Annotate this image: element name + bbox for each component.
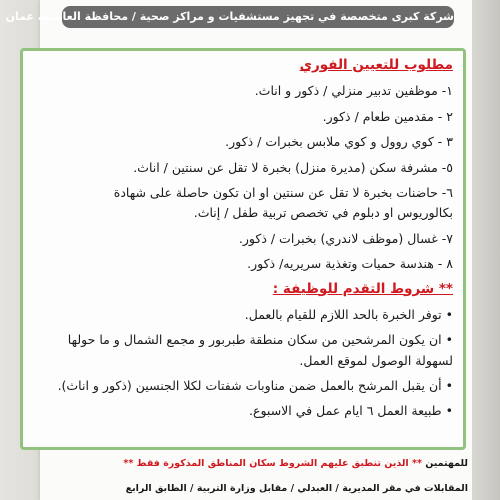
footer-prefix: للمهتمين: [425, 458, 468, 469]
job-item: ٢ - مقدمين طعام / ذكور.: [322, 108, 453, 124]
job-item: ٦- حاضنات بخبرة لا تقل عن سنتين او ان تكون حاصلة على شهادة: [113, 185, 453, 200]
conditions-heading: ** شروط التقدم للوظيفة :: [272, 280, 453, 297]
job-item-continued: بكالوريوس او دبلوم في تخصص تربية طفل / إناث.: [193, 205, 453, 220]
company-header: شركة كبرى متخصصة في تجهيز مستشفيات و مراكز صحية / محافظة العاصمة عمان: [62, 6, 454, 28]
job-ad-box: [20, 48, 466, 450]
footer-note: ** الذين تنطبق عليهم الشروط سكان المناطق المذكورة فقط **: [123, 458, 422, 469]
condition-item: • أن يقبل المرشح بالعمل ضمن مناوبات شفتات لكلا الجنسين (ذكور و اناث).: [31, 377, 453, 394]
job-item: ٣ - كوي روول و كوي ملابس بخبرات / ذكور.: [225, 134, 453, 149]
job-item: ٧- غسال (موظف لاندري) بخبرات / ذكور.: [238, 230, 453, 246]
condition-item: • طبيعة العمل ٦ ايام عمل في الاسبوع.: [31, 402, 453, 419]
footer-interviews: المقابلات في مقر المديرية / العبدلي / مقابل وزارة التربية / الطابق الرابع: [125, 483, 468, 494]
wanted-heading: مطلوب للتعيين الفوري: [299, 57, 453, 73]
job-item: ١- موظفين تدبير منزلي / ذكور و اناث.: [254, 83, 453, 98]
job-item: ٥- مشرفة سكن (مديرة منزل) بخبرة لا تقل عن سنتين / اناث.: [133, 159, 453, 175]
job-item: ٨ - هندسة حميات وتغذية سريريه/ ذكور.: [247, 256, 453, 271]
condition-item: • ان يكون المرشحين من سكان منطقة طبربور و مجمع الشمال و ما حولها: [31, 331, 453, 348]
page-edge-right: [472, 0, 500, 500]
footer-interested-line: [22, 458, 468, 469]
footer-notes: [22, 458, 468, 494]
condition-item: • توفر الخبرة بالحد اللازم للقيام بالعمل.: [31, 306, 453, 323]
condition-item-continued: لسهولة الوصول لموقع العمل.: [299, 352, 453, 368]
